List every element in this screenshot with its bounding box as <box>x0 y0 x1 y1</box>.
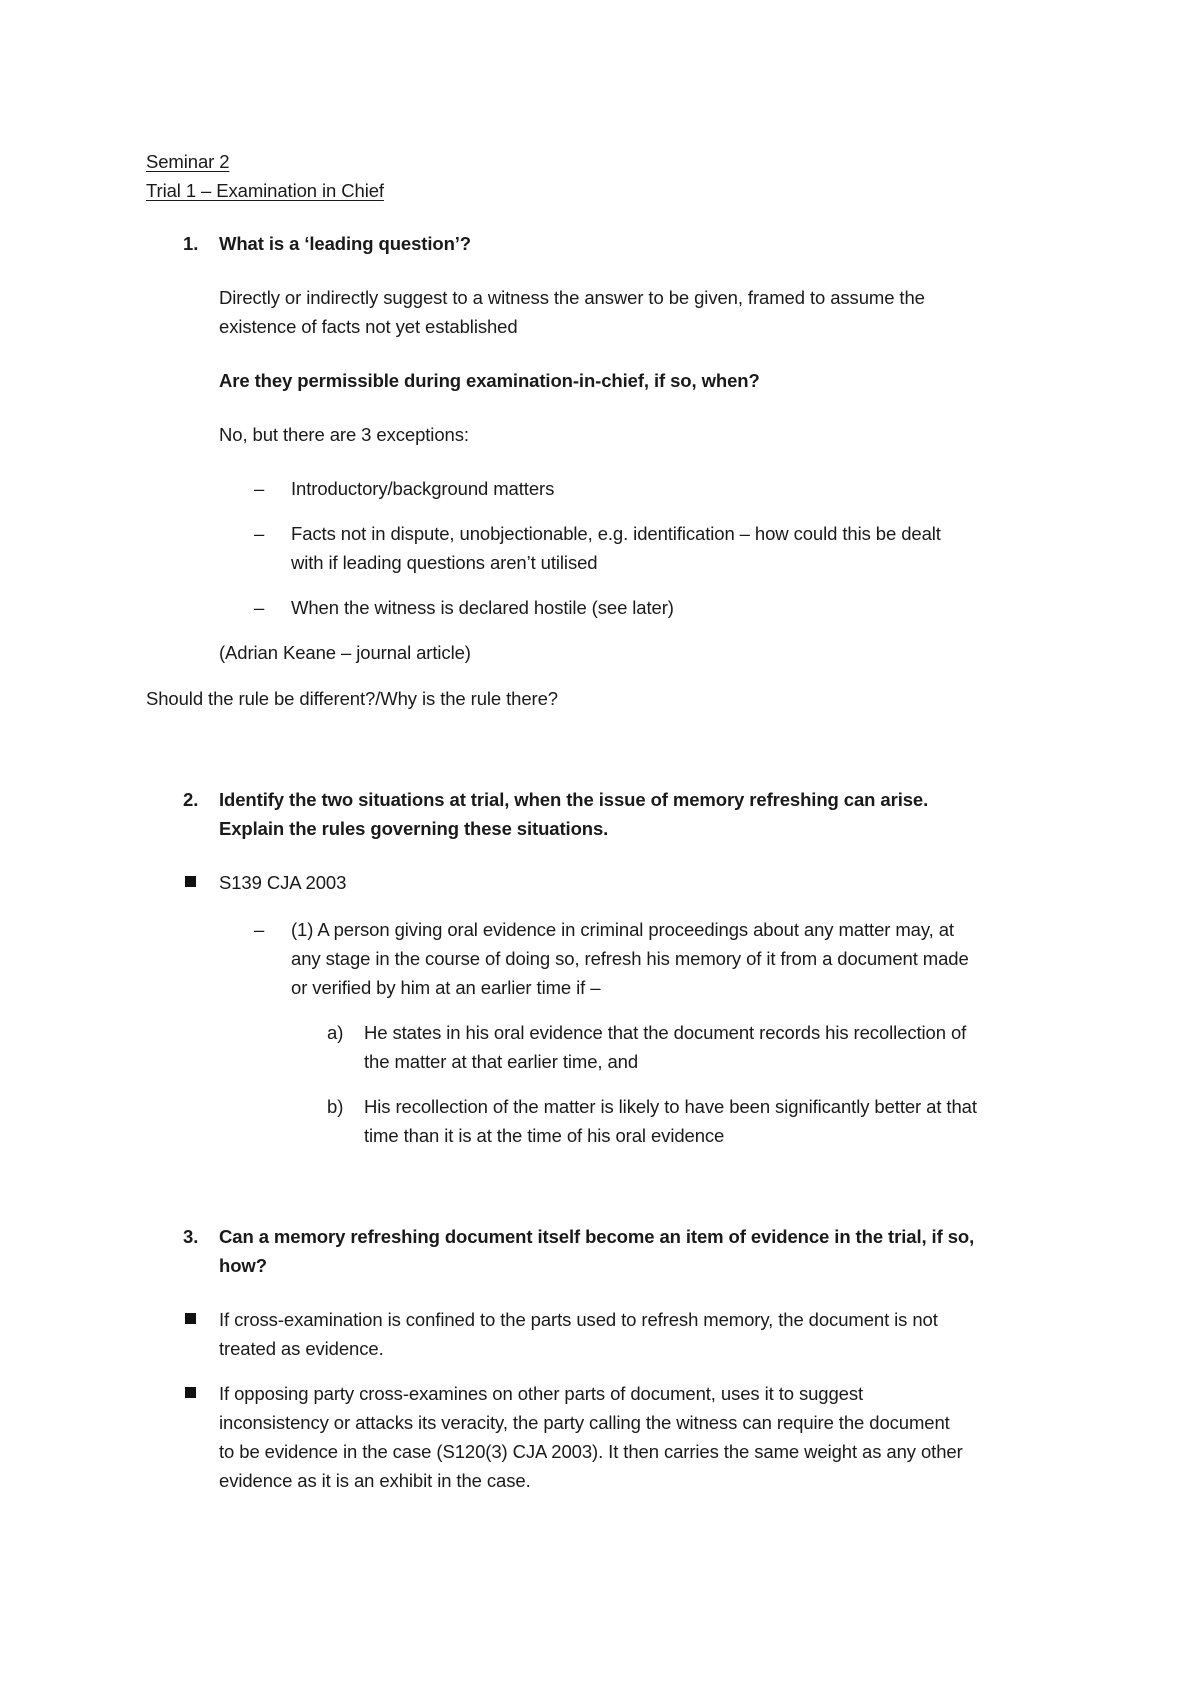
item-a-label: a) <box>327 1022 344 1043</box>
item-b-line-2: time than it is at the time of his oral evidence <box>364 1125 725 1146</box>
q2-question-line-2: Explain the rules governing these situations. <box>219 818 609 839</box>
exception-3: When the witness is declared hostile (see later) <box>291 597 674 618</box>
q2-dash-line-2: any stage in the course of doing so, refresh his memory of it from a document made <box>291 948 969 969</box>
dash-bullet-icon: – <box>254 478 265 499</box>
q1-question: What is a ‘leading question’? <box>219 233 472 254</box>
item-b-label: b) <box>327 1096 344 1117</box>
exception-2-line-2: with if leading questions aren’t utilised <box>291 552 598 573</box>
q2-dash-line-1: (1) A person giving oral evidence in criminal proceedings about any matter may, at <box>291 919 954 940</box>
q1-citation: (Adrian Keane – journal article) <box>219 642 471 663</box>
q2-dash-line-3: or verified by him at an earlier time if – <box>291 977 601 998</box>
exception-2-line-1: Facts not in dispute, unobjectionable, e.g. identification – how could this be dealt <box>291 523 941 544</box>
q2-question-line-1: Identify the two situations at trial, when the issue of memory refreshing can arise. <box>219 789 929 810</box>
q1-answer-line-2: existence of facts not yet established <box>219 316 518 337</box>
item-a-line-2: the matter at that earlier time, and <box>364 1051 639 1072</box>
q1-number: 1. <box>183 233 199 254</box>
q3-question-line-2: how? <box>219 1255 267 1276</box>
item-a-line-1: He states in his oral evidence that the document records his recollection of <box>364 1022 967 1043</box>
q3-bullet-2-line-4: evidence as it is an exhibit in the case. <box>219 1470 531 1491</box>
dash-bullet-icon: – <box>254 919 265 940</box>
item-b-line-1: His recollection of the matter is likely to have been significantly better at that <box>364 1096 977 1117</box>
square-bullet-icon <box>185 1313 196 1324</box>
square-bullet-icon <box>185 876 196 887</box>
q1-answer-line-1: Directly or indirectly suggest to a witness the answer to be given, framed to assume the <box>219 287 925 308</box>
q2-bullet: S139 CJA 2003 <box>219 872 347 893</box>
dash-bullet-icon: – <box>254 523 265 544</box>
q3-bullet-2-line-2: inconsistency or attacks its veracity, the party calling the witness can require the document <box>219 1412 950 1433</box>
q3-bullet-1-line-1: If cross-examination is confined to the parts used to refresh memory, the document is not <box>219 1309 938 1330</box>
q3-bullet-2-line-1: If opposing party cross-examines on other parts of document, uses it to suggest <box>219 1383 864 1404</box>
q2-number: 2. <box>183 789 199 810</box>
seminar-heading: Seminar 2 <box>146 151 230 172</box>
q3-bullet-1-line-2: treated as evidence. <box>219 1338 384 1359</box>
trial-heading: Trial 1 – Examination in Chief <box>146 180 384 201</box>
q1-followup: Should the rule be different?/Why is the rule there? <box>146 688 558 709</box>
exception-1: Introductory/background matters <box>291 478 555 499</box>
q3-number: 3. <box>183 1226 199 1247</box>
q1-sub-question: Are they permissible during examination-in-chief, if so, when? <box>219 370 760 391</box>
dash-bullet-icon: – <box>254 597 265 618</box>
q1-sub-answer: No, but there are 3 exceptions: <box>219 424 469 445</box>
square-bullet-icon <box>185 1387 196 1398</box>
q3-bullet-2-line-3: to be evidence in the case (S120(3) CJA 2003). It then carries the same weight as any other <box>219 1441 963 1462</box>
q3-question-line-1: Can a memory refreshing document itself become an item of evidence in the trial, if so, <box>219 1226 975 1247</box>
